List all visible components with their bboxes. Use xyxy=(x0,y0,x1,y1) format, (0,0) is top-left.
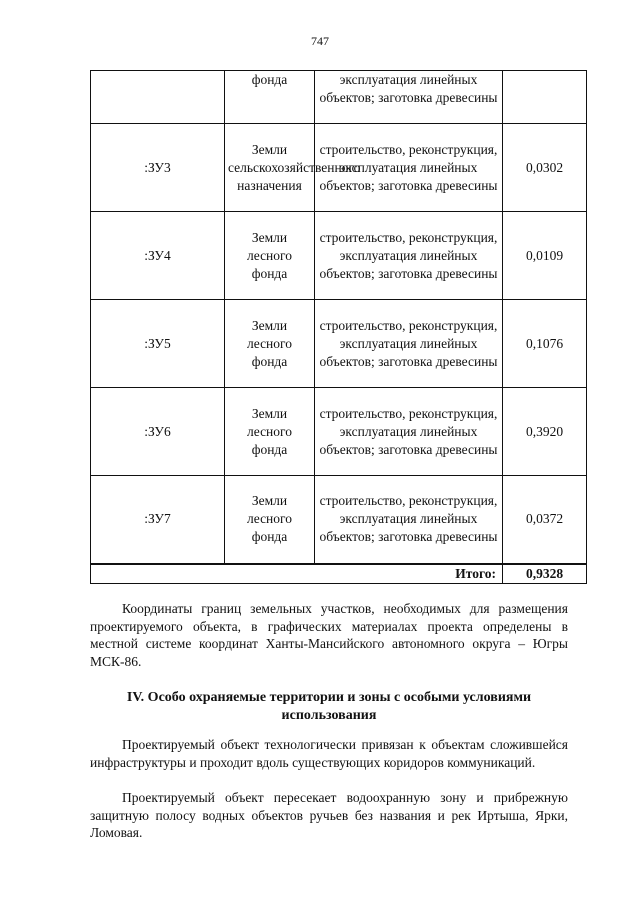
table-row-continuation xyxy=(91,71,587,124)
table-row xyxy=(91,212,587,300)
land-plots-table xyxy=(90,70,587,584)
section-heading: IV. Особо охраняемые территории и зоны с особыми условиями использования xyxy=(126,690,532,723)
plot-category-cell: фонда xyxy=(225,71,315,124)
table-row xyxy=(91,124,587,212)
plot-id-cell: :ЗУ5 xyxy=(91,300,225,388)
plot-usage-cell: строительство, реконструкция, эксплуатация линейных объектов; заготовка древесины xyxy=(315,388,503,476)
infrastructure-paragraph: Проектируемый объект технологически привязан к объектам сложившейся инфраструктуры и проходит вдоль существующих коридоров коммуникаций. xyxy=(90,737,568,770)
table-row xyxy=(91,476,587,564)
coordinates-paragraph: Координаты границ земельных участков, необходимых для размещения проектируемого объекта, в графических материалах проекта определены в местной системе координат Ханты-Мансийского автономного округа – Югры МСК-86. xyxy=(90,601,568,669)
plot-usage-cell: строительство, реконструкция, эксплуатация линейных объектов; заготовка древесины xyxy=(315,300,503,388)
plot-category-cell: Земли сельскохозяйственного назначения xyxy=(225,124,315,212)
plot-area-cell: 0,0109 xyxy=(503,212,587,300)
plot-id-cell xyxy=(91,71,225,124)
plot-usage-cell: строительство, реконструкция, эксплуатация линейных объектов; заготовка древесины xyxy=(315,212,503,300)
table-row xyxy=(91,300,587,388)
plot-area-cell: 0,1076 xyxy=(503,300,587,388)
water-zone-paragraph: Проектируемый объект пересекает водоохранную зону и прибрежную защитную полосу водных объектов ручьев без названия и рек Иртыша, Ярки, Ломовая. xyxy=(90,790,568,840)
total-label: Итого: xyxy=(91,564,503,584)
plot-area-cell: 0,0372 xyxy=(503,476,587,564)
plot-usage-cell: строительство, реконструкция, эксплуатация линейных объектов; заготовка древесины xyxy=(315,124,503,212)
plot-id-cell: :ЗУ4 xyxy=(91,212,225,300)
plot-id-cell: :ЗУ6 xyxy=(91,388,225,476)
plot-category-cell: Земли лесного фонда xyxy=(225,388,315,476)
plot-usage-cell: строительство, реконструкция, эксплуатация линейных объектов; заготовка древесины xyxy=(315,476,503,564)
plot-area-cell: 0,3920 xyxy=(503,388,587,476)
table-total-row xyxy=(91,564,587,584)
plot-id-cell: :ЗУ7 xyxy=(91,476,225,564)
plot-area-cell: 0,0302 xyxy=(503,124,587,212)
plot-area-cell xyxy=(503,71,587,124)
plot-id-cell: :ЗУ3 xyxy=(91,124,225,212)
total-value: 0,9328 xyxy=(503,564,587,584)
plot-category-cell: Земли лесного фонда xyxy=(225,476,315,564)
plot-usage-cell: эксплуатация линейных объектов; заготовка древесины xyxy=(315,71,503,124)
table-row xyxy=(91,388,587,476)
page-number: 747 xyxy=(311,34,329,48)
plot-category-cell: Земли лесного фонда xyxy=(225,212,315,300)
plot-category-cell: Земли лесного фонда xyxy=(225,300,315,388)
